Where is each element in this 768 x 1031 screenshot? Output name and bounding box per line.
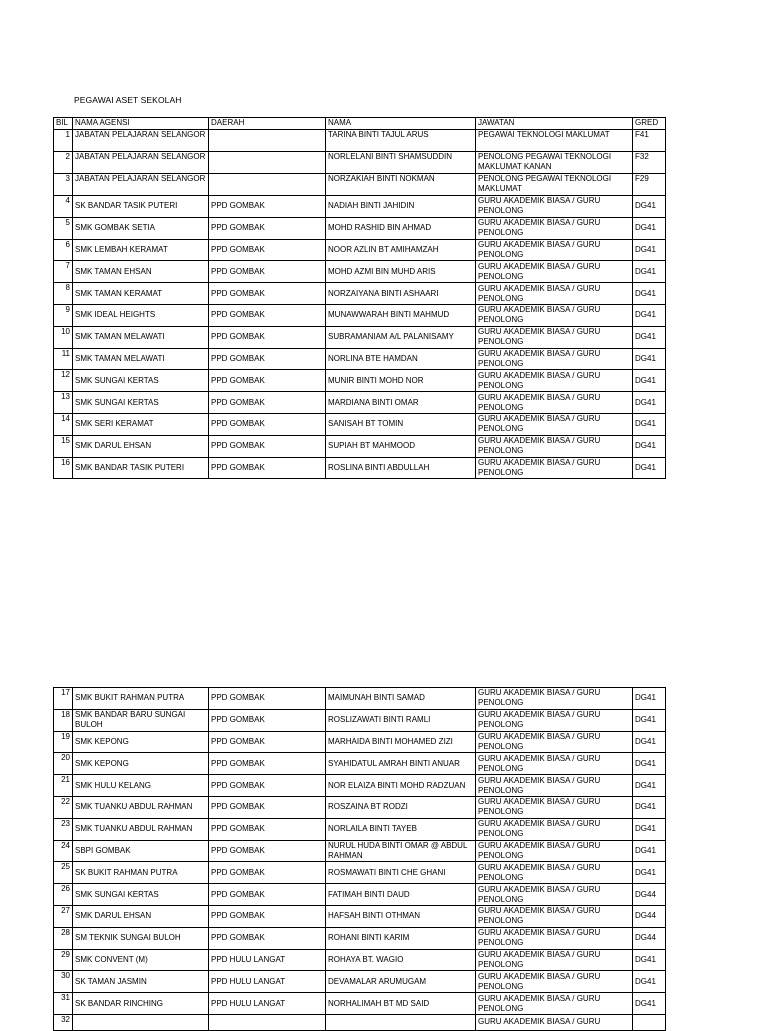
cell-gred: DG41 xyxy=(633,239,666,261)
cell-jawatan: PENOLONG PEGAWAI TEKNOLOGI MAKLUMAT KANAN xyxy=(476,152,633,174)
cell-bil: 3 xyxy=(54,174,73,196)
cell-daerah: PPD GOMBAK xyxy=(209,862,326,884)
cell-daerah: PPD GOMBAK xyxy=(209,283,326,305)
cell-jawatan: GURU AKADEMIK BIASA / GURU PENOLONG xyxy=(476,840,633,862)
table-row xyxy=(54,348,666,370)
cell-gred: DG41 xyxy=(633,457,666,479)
table-row xyxy=(54,304,666,326)
cell-jawatan: GURU AKADEMIK BIASA / GURU PENOLONG xyxy=(476,796,633,818)
table-row xyxy=(54,688,666,710)
cell-nama: MUNIR BINTI MOHD NOR xyxy=(326,370,476,392)
cell-agensi: SMK IDEAL HEIGHTS xyxy=(73,304,209,326)
cell-agensi: SMK SERI KERAMAT xyxy=(73,413,209,435)
cell-bil: 16 xyxy=(54,457,73,479)
cell-nama: ROHANI BINTI KARIM xyxy=(326,927,476,949)
cell-bil: 6 xyxy=(54,239,73,261)
cell-jawatan: GURU AKADEMIK BIASA / GURU PENOLONG xyxy=(476,688,633,710)
cell-agensi: SMK LEMBAH KERAMAT xyxy=(73,239,209,261)
table-row xyxy=(54,818,666,840)
cell-nama: MARHAIDA BINTI MOHAMED ZIZI xyxy=(326,731,476,753)
cell-gred: DG44 xyxy=(633,927,666,949)
cell-bil: 19 xyxy=(54,731,73,753)
cell-nama: MARDIANA BINTI OMAR xyxy=(326,392,476,414)
cell-daerah: PPD GOMBAK xyxy=(209,753,326,775)
page-title: PEGAWAI ASET SEKOLAH xyxy=(74,95,182,105)
cell-jawatan: PENOLONG PEGAWAI TEKNOLOGI MAKLUMAT xyxy=(476,174,633,196)
cell-jawatan: GURU AKADEMIK BIASA / GURU PENOLONG xyxy=(476,927,633,949)
staff-table-1 xyxy=(53,117,666,479)
cell-bil: 2 xyxy=(54,152,73,174)
cell-bil: 31 xyxy=(54,993,73,1015)
table-row xyxy=(54,840,666,862)
cell-jawatan: GURU AKADEMIK BIASA / GURU PENOLONG xyxy=(476,217,633,239)
cell-daerah xyxy=(209,130,326,152)
cell-nama: MOHD RASHID BIN AHMAD xyxy=(326,217,476,239)
table-row xyxy=(54,326,666,348)
header-agensi: NAMA AGENSI xyxy=(73,118,209,130)
cell-bil: 15 xyxy=(54,435,73,457)
header-jawatan: JAWATAN xyxy=(476,118,633,130)
cell-gred: DG41 xyxy=(633,753,666,775)
cell-daerah: PPD GOMBAK xyxy=(209,239,326,261)
table-row xyxy=(54,457,666,479)
cell-nama: ROHAYA BT. WAGIO xyxy=(326,949,476,971)
cell-gred: DG41 xyxy=(633,413,666,435)
table-row xyxy=(54,927,666,949)
table-row xyxy=(54,413,666,435)
cell-agensi: SMK CONVENT (M) xyxy=(73,949,209,971)
cell-daerah: PPD GOMBAK xyxy=(209,392,326,414)
cell-jawatan: GURU AKADEMIK BIASA / GURU PENOLONG xyxy=(476,239,633,261)
cell-bil: 5 xyxy=(54,217,73,239)
cell-nama: ROSZAINA BT RODZI xyxy=(326,796,476,818)
cell-bil: 7 xyxy=(54,261,73,283)
cell-daerah: PPD HULU LANGAT xyxy=(209,949,326,971)
table-row xyxy=(54,217,666,239)
cell-jawatan: GURU AKADEMIK BIASA / GURU PENOLONG xyxy=(476,283,633,305)
table-row xyxy=(54,775,666,797)
cell-jawatan: GURU AKADEMIK BIASA / GURU PENOLONG xyxy=(476,392,633,414)
table-row xyxy=(54,130,666,152)
header-daerah: DAERAH xyxy=(209,118,326,130)
cell-agensi: SMK GOMBAK SETIA xyxy=(73,217,209,239)
cell-gred: F29 xyxy=(633,174,666,196)
cell-agensi: SMK TUANKU ABDUL RAHMAN xyxy=(73,818,209,840)
table-row xyxy=(54,884,666,906)
cell-daerah: PPD GOMBAK xyxy=(209,688,326,710)
cell-jawatan: GURU AKADEMIK BIASA / GURU PENOLONG xyxy=(476,413,633,435)
cell-gred: DG41 xyxy=(633,949,666,971)
cell-gred xyxy=(633,1014,666,1030)
cell-gred: DG41 xyxy=(633,862,666,884)
cell-gred: DG41 xyxy=(633,370,666,392)
cell-daerah: PPD GOMBAK xyxy=(209,196,326,218)
cell-daerah: PPD GOMBAK xyxy=(209,927,326,949)
cell-gred: DG41 xyxy=(633,283,666,305)
cell-gred: F41 xyxy=(633,130,666,152)
cell-agensi: SMK SUNGAI KERTAS xyxy=(73,370,209,392)
cell-nama: HAFSAH BINTI OTHMAN xyxy=(326,905,476,927)
table-row xyxy=(54,731,666,753)
cell-agensi: SMK KEPONG xyxy=(73,731,209,753)
cell-daerah: PPD GOMBAK xyxy=(209,884,326,906)
table-row xyxy=(54,174,666,196)
cell-agensi: JABATAN PELAJARAN SELANGOR xyxy=(73,174,209,196)
cell-gred: DG41 xyxy=(633,840,666,862)
cell-gred: DG41 xyxy=(633,348,666,370)
cell-bil: 29 xyxy=(54,949,73,971)
table-row xyxy=(54,753,666,775)
table-row xyxy=(54,370,666,392)
cell-nama: NORLELANI BINTI SHAMSUDDIN xyxy=(326,152,476,174)
cell-nama: NORHALIMAH BT MD SAID xyxy=(326,993,476,1015)
cell-nama: SYAHIDATUL AMRAH BINTI ANUAR xyxy=(326,753,476,775)
cell-agensi: SMK HULU KELANG xyxy=(73,775,209,797)
cell-jawatan: GURU AKADEMIK BIASA / GURU PENOLONG xyxy=(476,862,633,884)
cell-bil: 9 xyxy=(54,304,73,326)
cell-bil: 20 xyxy=(54,753,73,775)
cell-agensi: SMK SUNGAI KERTAS xyxy=(73,392,209,414)
cell-bil: 18 xyxy=(54,709,73,731)
cell-jawatan: GURU AKADEMIK BIASA / GURU PENOLONG xyxy=(476,326,633,348)
cell-daerah: PPD GOMBAK xyxy=(209,370,326,392)
table-row xyxy=(54,435,666,457)
cell-gred: DG41 xyxy=(633,196,666,218)
cell-bil: 26 xyxy=(54,884,73,906)
cell-bil: 27 xyxy=(54,905,73,927)
cell-agensi: SMK KEPONG xyxy=(73,753,209,775)
cell-daerah: PPD HULU LANGAT xyxy=(209,993,326,1015)
cell-bil: 23 xyxy=(54,818,73,840)
cell-jawatan: GURU AKADEMIK BIASA / GURU PENOLONG xyxy=(476,457,633,479)
cell-daerah: PPD GOMBAK xyxy=(209,435,326,457)
cell-nama: MUNAWWARAH BINTI MAHMUD xyxy=(326,304,476,326)
cell-jawatan: PEGAWAI TEKNOLOGI MAKLUMAT xyxy=(476,130,633,152)
cell-gred: DG44 xyxy=(633,884,666,906)
cell-bil: 4 xyxy=(54,196,73,218)
cell-gred: DG44 xyxy=(633,905,666,927)
cell-agensi: SK BANDAR TASIK PUTERI xyxy=(73,196,209,218)
cell-bil: 30 xyxy=(54,971,73,993)
cell-agensi: JABATAN PELAJARAN SELANGOR xyxy=(73,130,209,152)
cell-agensi: SK BUKIT RAHMAN PUTRA xyxy=(73,862,209,884)
cell-nama: ROSMAWATI BINTI CHE GHANI xyxy=(326,862,476,884)
cell-nama: NORLINA BTE HAMDAN xyxy=(326,348,476,370)
table-row xyxy=(54,261,666,283)
cell-nama: DEVAMALAR ARUMUGAM xyxy=(326,971,476,993)
cell-nama: SANISAH BT TOMIN xyxy=(326,413,476,435)
cell-bil: 32 xyxy=(54,1014,73,1030)
cell-bil: 21 xyxy=(54,775,73,797)
cell-jawatan: GURU AKADEMIK BIASA / GURU PENOLONG xyxy=(476,971,633,993)
cell-daerah xyxy=(209,152,326,174)
cell-jawatan: GURU AKADEMIK BIASA / GURU PENOLONG xyxy=(476,709,633,731)
cell-nama: NORLAILA BINTI TAYEB xyxy=(326,818,476,840)
cell-bil: 25 xyxy=(54,862,73,884)
cell-nama xyxy=(326,1014,476,1030)
cell-nama: NOOR AZLIN BT AMIHAMZAH xyxy=(326,239,476,261)
cell-agensi xyxy=(73,1014,209,1030)
cell-jawatan: GURU AKADEMIK BIASA / GURU PENOLONG xyxy=(476,261,633,283)
cell-jawatan: GURU AKADEMIK BIASA / GURU PENOLONG xyxy=(476,370,633,392)
table-row xyxy=(54,1014,666,1030)
cell-gred: F32 xyxy=(633,152,666,174)
cell-jawatan: GURU AKADEMIK BIASA / GURU PENOLONG xyxy=(476,753,633,775)
cell-bil: 11 xyxy=(54,348,73,370)
cell-daerah: PPD GOMBAK xyxy=(209,840,326,862)
cell-agensi: SMK BANDAR BARU SUNGAI BULOH xyxy=(73,709,209,731)
cell-agensi: SMK BUKIT RAHMAN PUTRA xyxy=(73,688,209,710)
cell-daerah xyxy=(209,1014,326,1030)
cell-bil: 13 xyxy=(54,392,73,414)
staff-table-2 xyxy=(53,687,666,1031)
cell-nama: SUPIAH BT MAHMOOD xyxy=(326,435,476,457)
cell-jawatan: GURU AKADEMIK BIASA / GURU PENOLONG xyxy=(476,435,633,457)
cell-daerah: PPD GOMBAK xyxy=(209,775,326,797)
cell-jawatan: GURU AKADEMIK BIASA / GURU xyxy=(476,1014,633,1030)
cell-bil: 1 xyxy=(54,130,73,152)
cell-gred: DG41 xyxy=(633,775,666,797)
cell-gred: DG41 xyxy=(633,392,666,414)
cell-jawatan: GURU AKADEMIK BIASA / GURU PENOLONG xyxy=(476,993,633,1015)
cell-bil: 28 xyxy=(54,927,73,949)
cell-jawatan: GURU AKADEMIK BIASA / GURU PENOLONG xyxy=(476,949,633,971)
cell-gred: DG41 xyxy=(633,217,666,239)
cell-daerah: PPD GOMBAK xyxy=(209,818,326,840)
table-row xyxy=(54,971,666,993)
cell-gred: DG41 xyxy=(633,326,666,348)
cell-bil: 8 xyxy=(54,283,73,305)
cell-daerah: PPD GOMBAK xyxy=(209,905,326,927)
table-row xyxy=(54,862,666,884)
cell-jawatan: GURU AKADEMIK BIASA / GURU PENOLONG xyxy=(476,775,633,797)
cell-nama: MAIMUNAH BINTI SAMAD xyxy=(326,688,476,710)
cell-daerah: PPD GOMBAK xyxy=(209,457,326,479)
cell-bil: 17 xyxy=(54,688,73,710)
cell-nama: MOHD AZMI BIN MUHD ARIS xyxy=(326,261,476,283)
cell-nama: TARINA BINTI TAJUL ARUS xyxy=(326,130,476,152)
cell-jawatan: GURU AKADEMIK BIASA / GURU PENOLONG xyxy=(476,884,633,906)
cell-agensi: JABATAN PELAJARAN SELANGOR xyxy=(73,152,209,174)
cell-daerah: PPD GOMBAK xyxy=(209,217,326,239)
cell-agensi: SMK TUANKU ABDUL RAHMAN xyxy=(73,796,209,818)
cell-agensi: SMK TAMAN MELAWATI xyxy=(73,326,209,348)
cell-nama: NORZAIYANA BINTI ASHAARI xyxy=(326,283,476,305)
table-row xyxy=(54,905,666,927)
table-row xyxy=(54,949,666,971)
cell-daerah: PPD GOMBAK xyxy=(209,261,326,283)
table-row xyxy=(54,796,666,818)
header-nama: NAMA xyxy=(326,118,476,130)
cell-bil: 24 xyxy=(54,840,73,862)
cell-daerah: PPD GOMBAK xyxy=(209,413,326,435)
cell-agensi: SMK SUNGAI KERTAS xyxy=(73,884,209,906)
cell-jawatan: GURU AKADEMIK BIASA / GURU PENOLONG xyxy=(476,304,633,326)
cell-daerah: PPD HULU LANGAT xyxy=(209,971,326,993)
cell-agensi: SMK DARUL EHSAN xyxy=(73,905,209,927)
cell-gred: DG41 xyxy=(633,796,666,818)
cell-agensi: SMK BANDAR TASIK PUTERI xyxy=(73,457,209,479)
cell-bil: 22 xyxy=(54,796,73,818)
cell-daerah: PPD GOMBAK xyxy=(209,731,326,753)
cell-daerah: PPD GOMBAK xyxy=(209,304,326,326)
cell-gred: DG41 xyxy=(633,304,666,326)
table-row xyxy=(54,196,666,218)
cell-gred: DG41 xyxy=(633,818,666,840)
table-row xyxy=(54,709,666,731)
cell-nama: NORZAKIAH BINTI NOKMAN xyxy=(326,174,476,196)
cell-gred: DG41 xyxy=(633,971,666,993)
cell-agensi: SMK TAMAN KERAMAT xyxy=(73,283,209,305)
cell-daerah: PPD GOMBAK xyxy=(209,326,326,348)
table-row xyxy=(54,239,666,261)
cell-nama: SUBRAMANIAM A/L PALANISAMY xyxy=(326,326,476,348)
cell-bil: 10 xyxy=(54,326,73,348)
cell-jawatan: GURU AKADEMIK BIASA / GURU PENOLONG xyxy=(476,196,633,218)
cell-gred: DG41 xyxy=(633,435,666,457)
cell-daerah xyxy=(209,174,326,196)
cell-jawatan: GURU AKADEMIK BIASA / GURU PENOLONG xyxy=(476,348,633,370)
table-row xyxy=(54,993,666,1015)
table-row xyxy=(54,283,666,305)
cell-jawatan: GURU AKADEMIK BIASA / GURU PENOLONG xyxy=(476,818,633,840)
cell-daerah: PPD GOMBAK xyxy=(209,709,326,731)
cell-nama: NADIAH BINTI JAHIDIN xyxy=(326,196,476,218)
cell-gred: DG41 xyxy=(633,261,666,283)
cell-jawatan: GURU AKADEMIK BIASA / GURU PENOLONG xyxy=(476,905,633,927)
cell-nama: FATIMAH BINTI DAUD xyxy=(326,884,476,906)
header-gred: GRED xyxy=(633,118,666,130)
table-row xyxy=(54,392,666,414)
cell-agensi: SBPI GOMBAK xyxy=(73,840,209,862)
cell-gred: DG41 xyxy=(633,688,666,710)
table-row xyxy=(54,152,666,174)
cell-gred: DG41 xyxy=(633,993,666,1015)
cell-nama: NOR ELAIZA BINTI MOHD RADZUAN xyxy=(326,775,476,797)
cell-daerah: PPD GOMBAK xyxy=(209,796,326,818)
cell-agensi: SK TAMAN JASMIN xyxy=(73,971,209,993)
cell-jawatan: GURU AKADEMIK BIASA / GURU PENOLONG xyxy=(476,731,633,753)
cell-agensi: SK BANDAR RINCHING xyxy=(73,993,209,1015)
header-bil: BIL xyxy=(54,118,73,130)
cell-nama: NURUL HUDA BINTI OMAR @ ABDUL RAHMAN xyxy=(326,840,476,862)
cell-gred: DG41 xyxy=(633,731,666,753)
cell-agensi: SMK TAMAN MELAWATI xyxy=(73,348,209,370)
cell-nama: ROSLIZAWATI BINTI RAMLI xyxy=(326,709,476,731)
cell-bil: 14 xyxy=(54,413,73,435)
cell-daerah: PPD GOMBAK xyxy=(209,348,326,370)
cell-agensi: SMK DARUL EHSAN xyxy=(73,435,209,457)
cell-agensi: SMK TAMAN EHSAN xyxy=(73,261,209,283)
cell-agensi: SM TEKNIK SUNGAI BULOH xyxy=(73,927,209,949)
header-row xyxy=(54,118,666,130)
cell-gred: DG41 xyxy=(633,709,666,731)
cell-bil: 12 xyxy=(54,370,73,392)
cell-nama: ROSLINA BINTI ABDULLAH xyxy=(326,457,476,479)
